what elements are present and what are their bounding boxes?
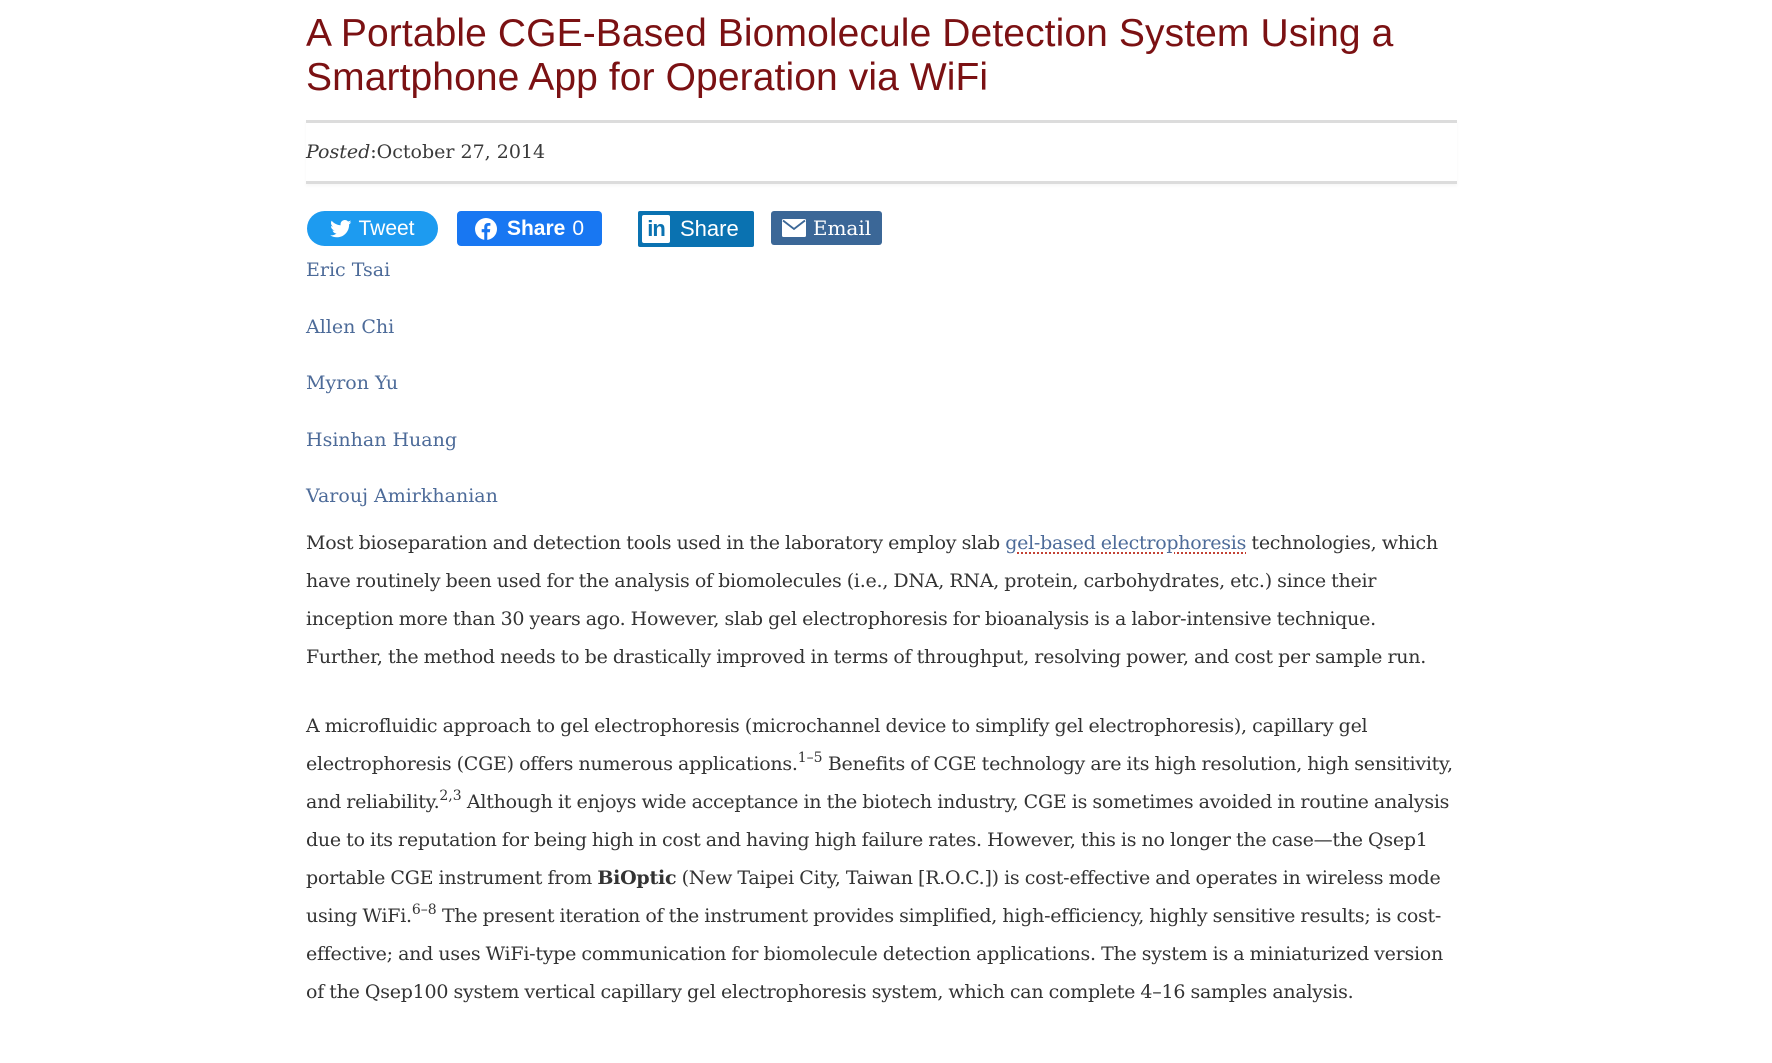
text-run: (New Taipei City, Taiwan [R.O.C.]) is cost-effective and operates in wireless mode using WiFi. [306, 866, 1441, 927]
posted-label: Posted [306, 141, 371, 163]
article-title: A Portable CGE-Based Biomolecule Detection System Using a Smartphone App for Operation via WiFi [306, 12, 1394, 99]
linkedin-icon: in [642, 215, 670, 243]
facebook-share-button[interactable] [457, 211, 602, 246]
tweet-button[interactable] [307, 211, 438, 246]
text-run: Most bioseparation and detection tools used in the laboratory employ slab [306, 531, 1006, 554]
email-label: Email [812, 216, 872, 240]
tweet-label: Tweet [358, 216, 415, 240]
author-list [306, 257, 1457, 540]
posted-separator: : [370, 141, 377, 163]
envelope-icon [782, 219, 806, 237]
company-name: BiOptic [597, 866, 677, 889]
gel-electrophoresis-link[interactable]: gel-based electrophoresis [1005, 531, 1247, 554]
twitter-bird-icon [330, 220, 352, 238]
facebook-share-label: Share [506, 216, 566, 240]
email-share-button[interactable] [771, 211, 882, 245]
citation-ref: 2,3 [439, 787, 462, 804]
text-run: A microfluidic approach to gel electrophoresis (microchannel device to simplify gel electrophoresis), capillary gel electrophoresis (CGE) offers numerous applications. [306, 714, 1368, 775]
text-run: Although it enjoys wide acceptance in the biotech industry, CGE is sometimes avoided in routine analysis due to its reputation for being high in cost and having high failure rates. However, this is no longer the case—the Qsep1 portable CGE instrument from [306, 790, 1450, 889]
paragraph-intro [306, 524, 1457, 676]
article-body [306, 524, 1457, 1011]
author-link[interactable]: Allen Chi [306, 315, 395, 338]
posted-meta [306, 120, 1457, 184]
text-run: Benefits of CGE technology are its high resolution, high sensitivity, and reliability. [306, 752, 1453, 813]
text-run: technologies, which have routinely been used for the analysis of biomolecules (i.e., DNA, RNA, protein, carbohydrates, etc.) since their inception more than 30 years ago. However, slab gel electrophoresis for bioanalysis is a labor-intensive technique. Further, the method needs to be drastically improved in terms of throughput, resolving power, and cost per sample run. [306, 531, 1438, 668]
text-run: The present iteration of the instrument provides simplified, high-efficiency, highly sensitive results; is cost-effective; and uses WiFi-type communication for biomolecule detection applications. The system is a miniaturized version of the Qsep100 system vertical capillary gel electrophoresis system, which can complete 4–16 samples analysis. [306, 904, 1443, 1003]
citation-ref: 1–5 [797, 749, 823, 766]
citation-ref: 6–8 [411, 901, 437, 918]
article [306, 0, 1457, 1042]
author-link[interactable]: Myron Yu [306, 372, 399, 394]
author-link[interactable]: Hsinhan Huang [306, 428, 458, 451]
author-link[interactable]: Eric Tsai [306, 259, 391, 281]
share-bar [306, 211, 1457, 247]
paragraph-cge [306, 707, 1457, 1011]
author-link[interactable]: Varouj Amirkhanian [306, 485, 498, 507]
linkedin-share-button[interactable] [638, 211, 754, 247]
posted-date: October 27, 2014 [376, 141, 546, 163]
facebook-share-count: 0 [572, 216, 585, 240]
facebook-icon [475, 218, 497, 240]
linkedin-share-label: Share [680, 216, 739, 241]
